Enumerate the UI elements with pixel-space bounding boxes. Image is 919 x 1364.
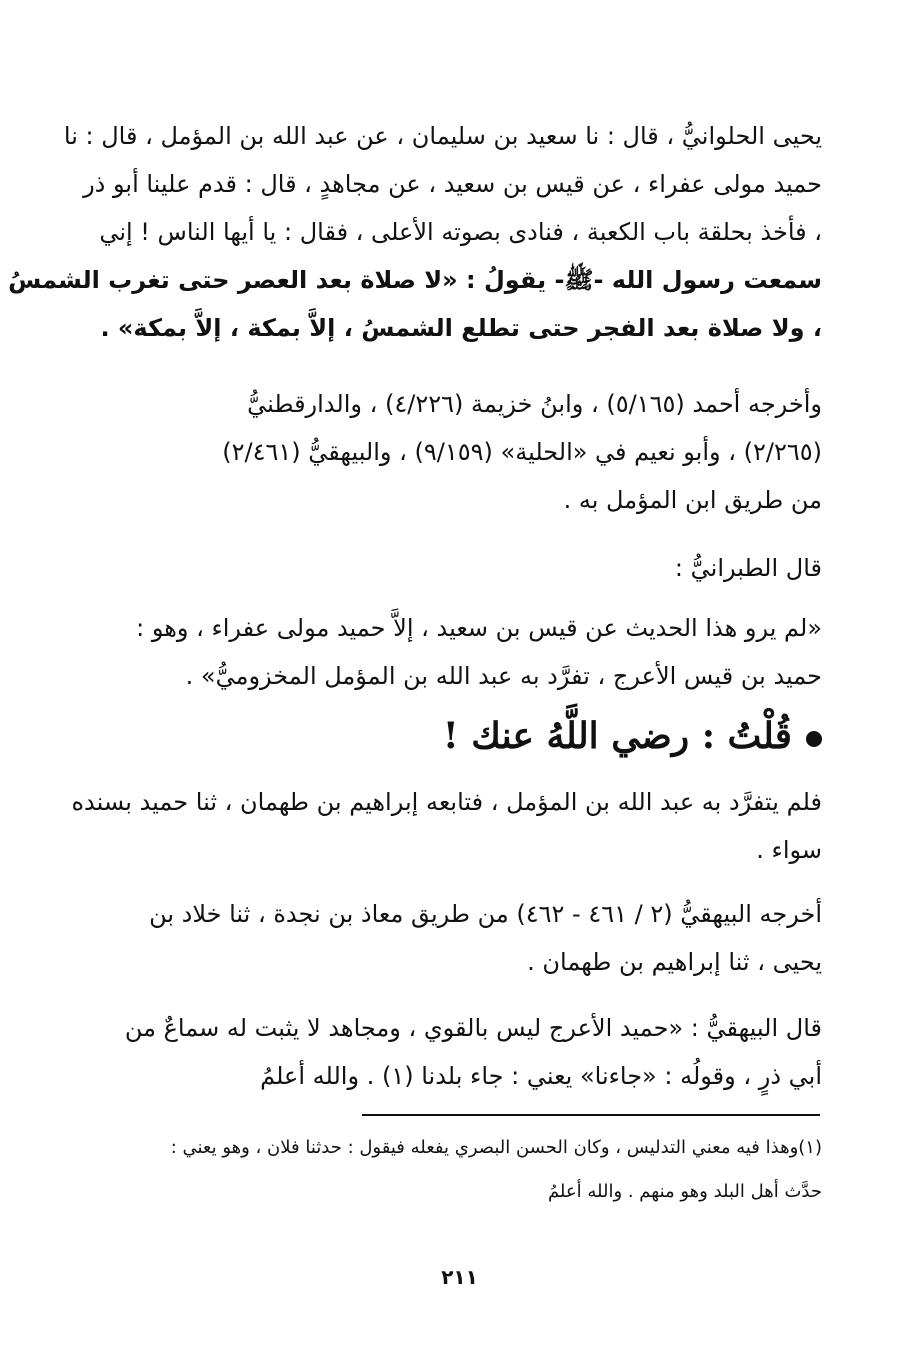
text-line: ، فأخذ بحلقة باب الكعبة ، فنادى بصوته الأعلى ، فقال : يا أيها الناس ! إني [99,218,822,246]
bullet-icon [806,731,822,747]
footnote-line: حدَّث أهل البلد وهو منهم . والله أعلمُ [547,1181,822,1202]
footnote-divider [362,1114,820,1116]
heading-text: قُلْتُ : رضي اللَّهُ عنك ! [442,715,792,757]
hadith-paragraph [8,112,822,352]
text-line: «لم يرو هذا الحديث عن قيس بن سعيد ، إلاَّ حميد مولى عفراء ، وهو : [136,614,822,642]
text-line: يحيى الحلوانيُّ ، قال : نا سعيد بن سليمان ، عن عبد الله بن المؤمل ، قال : نا [63,122,822,150]
text-line: فلم يتفرَّد به عبد الله بن المؤمل ، فتابعه إبراهيم بن طهمان ، ثنا حميد بسنده [71,788,822,816]
text-line: أبي ذرٍ ، وقولُه : «جاءنا» يعني : جاء بلدنا (١) . والله أعلمُ [260,1062,822,1090]
page-number: ٢١١ [441,1265,478,1289]
text-line: حميد بن قيس الأعرج ، تفرَّد به عبد الله بن المؤمل المخزوميُّ» . [185,662,822,690]
tabarani-quote [104,604,822,700]
text-line: سواء . [756,836,822,864]
bayhaqi-quote [104,1004,822,1100]
text-line: ، ولا صلاة بعد الفجر حتى تطلع الشمسُ ، إلاَّ بمكة ، إلاَّ بمكة» . [100,314,822,342]
text-line: يحيى ، ثنا إبراهيم بن طهمان . [527,948,822,976]
text-line: أخرجه البيهقيُّ (٢ / ٤٦١ - ٤٦٢) من طريق معاذ بن نجدة ، ثنا خلاد بن [149,900,822,928]
text-line: من طريق ابن المؤمل به . [563,486,822,514]
tabarani-intro [104,544,822,592]
text-line: سمعت رسول الله -ﷺ- يقولُ : «لا صلاة بعد العصر حتى تغرب الشمسُ [8,266,822,294]
text-line: (٢/٢٦٥) ، وأبو نعيم في «الحلية» (٩/١٥٩) ، والبيهقيُّ (٢/٤٦١) [222,438,822,466]
takhrij-paragraph [104,380,822,524]
bayhaqi-paragraph [104,890,822,986]
commentary-paragraph [71,778,822,874]
text-line: قال الطبرانيُّ : [674,554,822,582]
section-heading [104,706,822,766]
text-line: قال البيهقيُّ : «حميد الأعرج ليس بالقوي ، ومجاهد لا يثبت له سماعٌ من [124,1014,822,1042]
footnote-line: (١)وهذا فيه معني التدليس ، وكان الحسن البصري يفعله فيقول : حدثنا فلان ، وهو يعني : [170,1137,822,1158]
text-line: وأخرجه أحمد (٥/١٦٥) ، وابنُ خزيمة (٤/٢٢٦) ، والدارقطنيُّ [247,390,822,418]
footnotes [104,1126,822,1214]
text-line: حميد مولى عفراء ، عن قيس بن سعيد ، عن مجاهدٍ ، قال : قدم علينا أبو ذر [83,170,822,198]
